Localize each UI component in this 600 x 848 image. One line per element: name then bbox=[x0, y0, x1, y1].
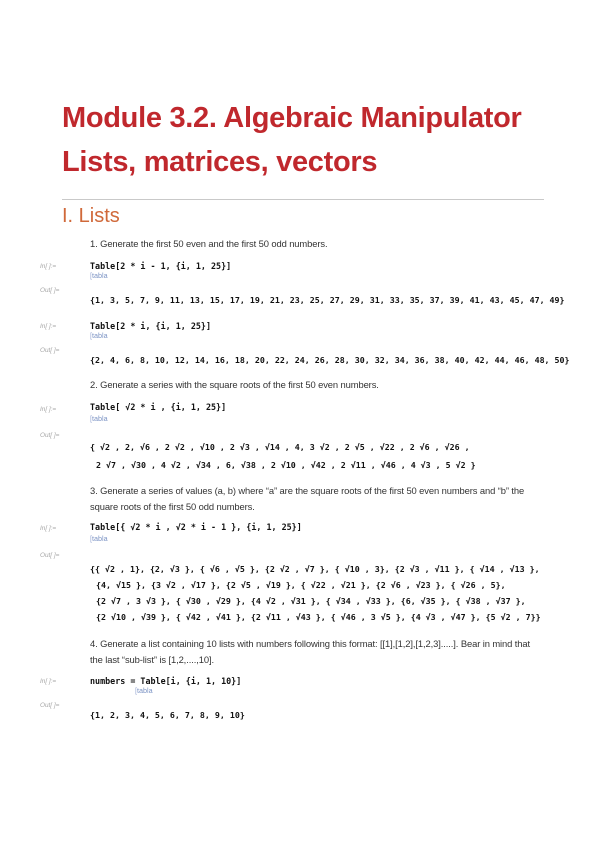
title-line-2: Lists, matrices, vectors bbox=[62, 146, 378, 178]
output-cell-1: {1, 3, 5, 7, 9, 11, 13, 15, 17, 19, 21, 23, 25, 27, 29, 31, 33, 35, 37, 39, 41, 43, 45, 47, 49} bbox=[90, 295, 565, 305]
output-cell-2: {2, 4, 6, 8, 10, 12, 14, 16, 18, 20, 22, 24, 26, 28, 30, 32, 34, 36, 38, 40, 42, 44, 46, 48, 50} bbox=[90, 355, 570, 365]
output-label: Out[ ]= bbox=[40, 287, 60, 294]
input-cell-5[interactable]: numbers = Table[i, {i, 1, 10}] bbox=[90, 676, 242, 686]
input-label: In[ ]:= bbox=[40, 263, 57, 270]
hint-label: tabla bbox=[92, 331, 108, 340]
output-cell-5: {1, 2, 3, 4, 5, 6, 7, 8, 9, 10} bbox=[90, 710, 245, 720]
input-cell-1[interactable]: Table[2 * i - 1, {i, 1, 25}] bbox=[90, 261, 232, 271]
section-heading: I. Lists bbox=[62, 205, 120, 227]
output-label: Out[ ]= bbox=[40, 347, 60, 354]
input-label: In[ ]:= bbox=[40, 406, 57, 413]
step-text-3: 3. Generate a series of values (a, b) where “a” are the square roots of the first 50 even numbers and “b” the square roots of the first 50 odd numbers. bbox=[90, 485, 525, 512]
output-cell-4-line-4: {2 √10 , √39 }, { √42 , √41 }, {2 √11 , √43 }, { √46 , 3 √5 }, {4 √3 , √47 }, {5 √2 , 7}} bbox=[96, 612, 541, 622]
autocomplete-hint[interactable]: [tabla bbox=[135, 686, 153, 695]
hint-label: tabla bbox=[92, 534, 108, 543]
output-cell-4-line-1: {{ √2 , 1}, {2, √3 }, { √6 , √5 }, {2 √2 , √7 }, { √10 , 3}, {2 √3 , √11 }, { √14 , √13 }, bbox=[90, 564, 540, 574]
input-label: In[ ]:= bbox=[40, 678, 57, 685]
step-text-4: 4. Generate a list containing 10 lists with numbers following this format: [[1],[1,2],[1,2,3].....]. Bear in mind that the last “sub-list” is [1,2,....,10]. bbox=[90, 638, 530, 665]
output-label: Out[ ]= bbox=[40, 432, 60, 439]
input-cell-2[interactable]: Table[2 * i, {i, 1, 25}] bbox=[90, 321, 212, 331]
hint-label: tabla bbox=[92, 414, 108, 423]
output-label: Out[ ]= bbox=[40, 552, 60, 559]
step-text-1: 1. Generate the first 50 even and the first 50 odd numbers. bbox=[90, 238, 328, 249]
step-text-2: 2. Generate a series with the square roots of the first 50 even numbers. bbox=[90, 379, 379, 390]
input-label: In[ ]:= bbox=[40, 323, 57, 330]
hint-label: tabla bbox=[137, 686, 153, 695]
input-cell-3[interactable]: Table[ √2 * i , {i, 1, 25}] bbox=[90, 402, 227, 412]
hint-label: tabla bbox=[92, 271, 108, 280]
autocomplete-hint[interactable]: [tabla bbox=[90, 414, 108, 423]
title-divider bbox=[62, 199, 544, 200]
autocomplete-hint[interactable]: [tabla bbox=[90, 331, 108, 340]
output-cell-4-line-2: {4, √15 }, {3 √2 , √17 }, {2 √5 , √19 }, { √22 , √21 }, {2 √6 , √23 }, { √26 , 5}, bbox=[96, 580, 506, 590]
page-title bbox=[62, 96, 562, 184]
title-line-1: Module 3.2. Algebraic Manipulator bbox=[62, 102, 522, 134]
autocomplete-hint[interactable]: [tabla bbox=[90, 271, 108, 280]
input-label: In[ ]:= bbox=[40, 525, 57, 532]
output-cell-3-line-1: { √2 , 2, √6 , 2 √2 , √10 , 2 √3 , √14 , 4, 3 √2 , 2 √5 , √22 , 2 √6 , √26 , bbox=[90, 442, 470, 452]
output-cell-3-line-2: 2 √7 , √30 , 4 √2 , √34 , 6, √38 , 2 √10 , √42 , 2 √11 , √46 , 4 √3 , 5 √2 } bbox=[96, 460, 476, 470]
output-cell-4-line-3: {2 √7 , 3 √3 }, { √30 , √29 }, {4 √2 , √31 }, { √34 , √33 }, {6, √35 }, { √38 , √37 }, bbox=[96, 596, 526, 606]
autocomplete-hint[interactable]: [tabla bbox=[90, 534, 108, 543]
output-label: Out[ ]= bbox=[40, 702, 60, 709]
input-cell-4[interactable]: Table[{ √2 * i , √2 * i - 1 }, {i, 1, 25}] bbox=[90, 522, 302, 532]
